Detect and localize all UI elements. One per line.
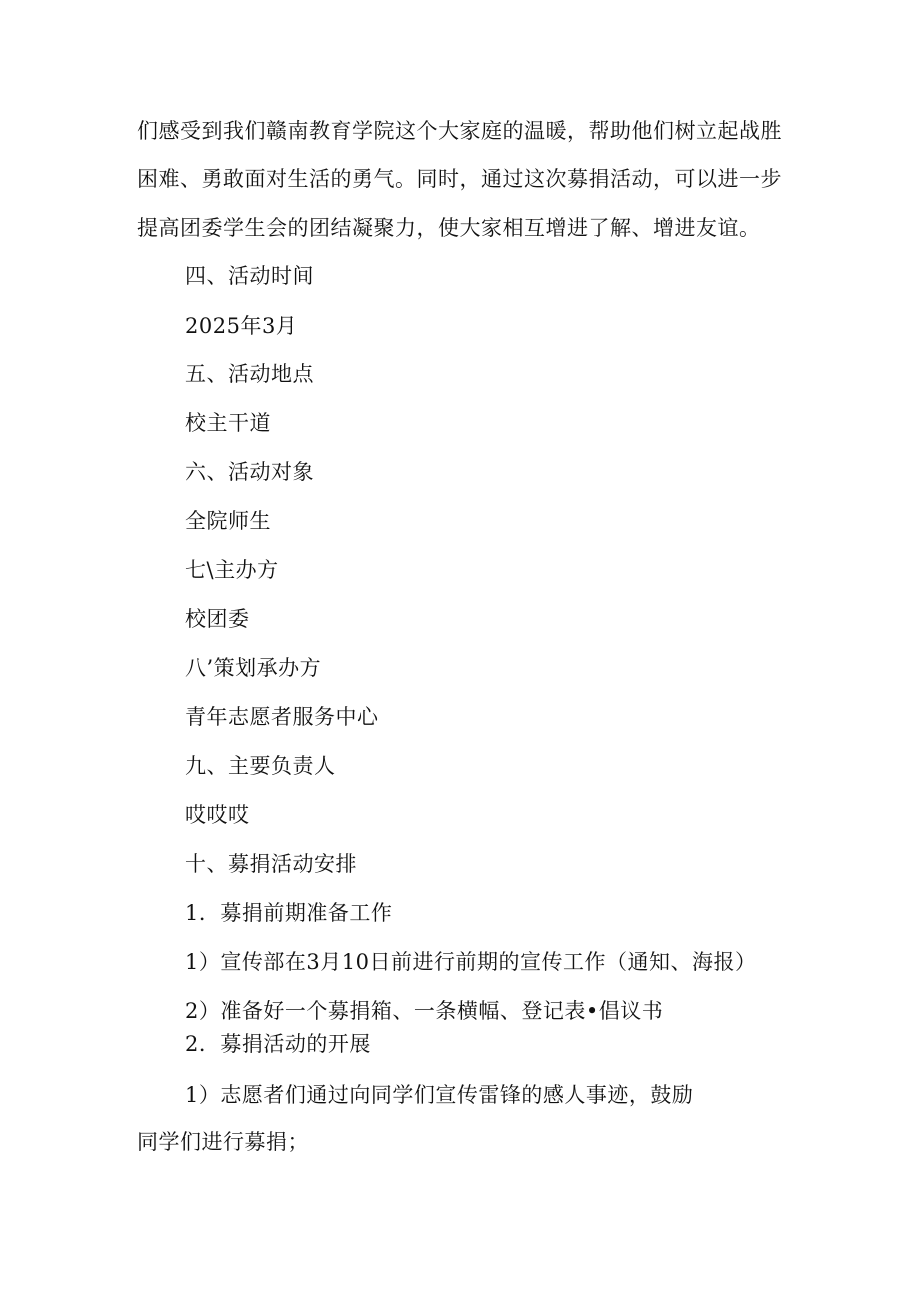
section-content-location: 校主干道 bbox=[185, 411, 271, 435]
section-content-time: 2025年3月 bbox=[185, 314, 298, 338]
arrangement-item1-sub1: 1）宣传部在3月10日前进行前期的宣传工作（通知、海报） bbox=[185, 950, 757, 974]
intro-line-2: 困难、勇敢面对生活的勇气。同时，通过这次募捐活动，可以进一步 bbox=[137, 167, 782, 191]
section-heading-organizer: 七\主办方 bbox=[185, 558, 279, 582]
section-content-audience: 全院师生 bbox=[185, 509, 271, 533]
intro-line-3: 提高团委学生会的团结凝聚力，使大家相互增进了解、增进友谊。 bbox=[137, 216, 761, 240]
section-heading-planner: 八’策划承办方 bbox=[185, 656, 322, 680]
section-heading-leader: 九、主要负责人 bbox=[185, 754, 336, 778]
section-content-planner: 青年志愿者服务中心 bbox=[185, 705, 379, 729]
arrangement-item1-sub2: 2）准备好一个募捐箱、一条横幅、登记表•倡议书 bbox=[185, 999, 664, 1023]
section-content-leader: 哎哎哎 bbox=[185, 803, 250, 827]
arrangement-item1-title: 1．募捐前期准备工作 bbox=[185, 901, 393, 925]
arrangement-heading: 十、募捐活动安排 bbox=[185, 852, 357, 876]
intro-line-1: 们感受到我们赣南教育学院这个大家庭的温暖，帮助他们树立起战胜 bbox=[137, 119, 782, 143]
arrangement-item2-sub1-line2: 同学们进行募捐； bbox=[137, 1130, 309, 1154]
section-content-organizer: 校团委 bbox=[185, 607, 250, 631]
arrangement-item2-sub1-line1: 1）志愿者们通过向同学们宣传雷锋的感人事迹，鼓励 bbox=[185, 1083, 694, 1107]
section-heading-audience: 六、活动对象 bbox=[185, 460, 314, 484]
section-heading-location: 五、活动地点 bbox=[185, 362, 314, 386]
section-heading-time: 四、活动时间 bbox=[185, 264, 314, 288]
arrangement-item2-title: 2．募捐活动的开展 bbox=[185, 1032, 371, 1056]
